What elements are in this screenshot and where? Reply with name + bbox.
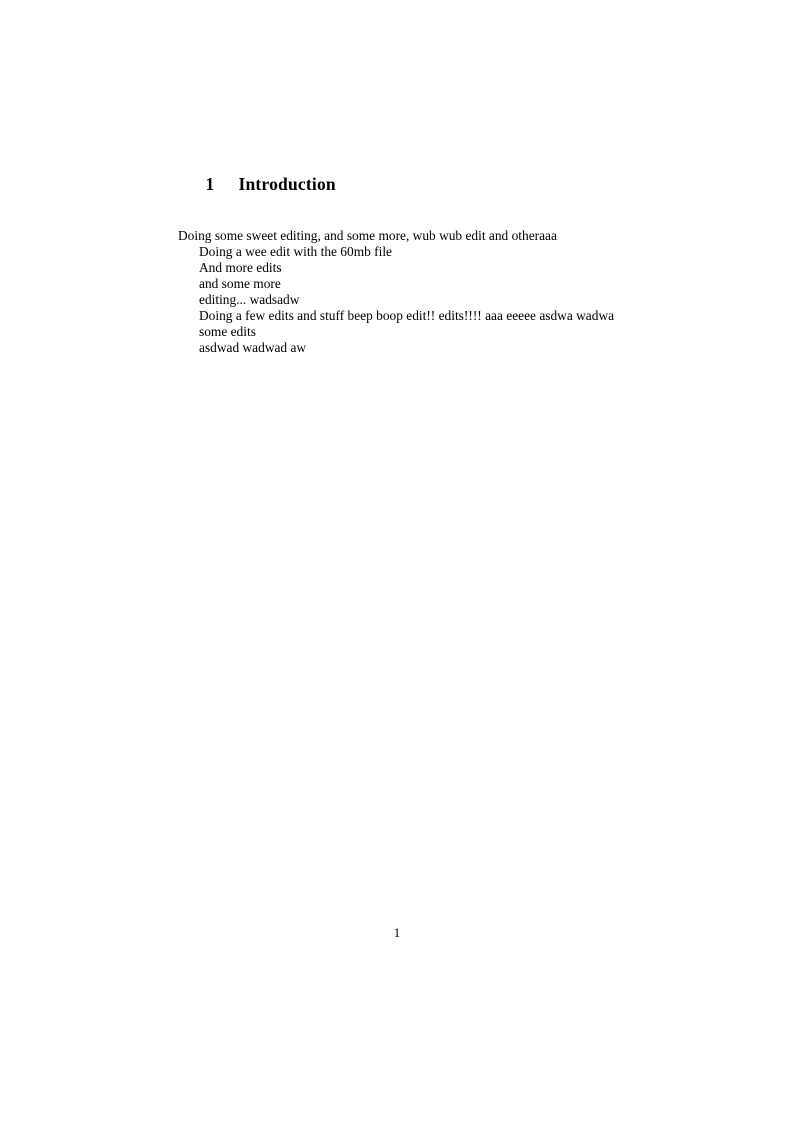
body-text [178, 228, 638, 356]
paragraph: and some more [199, 275, 281, 291]
section-title: Introduction [238, 174, 336, 195]
paragraph: editing... wadsadw [199, 291, 300, 307]
page-number: 1 [393, 925, 401, 940]
paragraph: some edits [199, 323, 256, 339]
paragraph: asdwad wadwad aw [199, 339, 307, 355]
paragraph: Doing some sweet editing, and some more, wub wub edit and otheraaa [178, 227, 557, 243]
paragraph: Doing a few edits and stuff beep boop edit!! edits!!!! aaa eeeee asdwa wadwa [199, 307, 615, 323]
paragraph: And more edits [199, 259, 282, 275]
page-content [178, 156, 638, 356]
section-heading [178, 156, 638, 214]
section-number: 1 [205, 174, 215, 195]
paragraph: Doing a wee edit with the 60mb file [199, 243, 393, 259]
